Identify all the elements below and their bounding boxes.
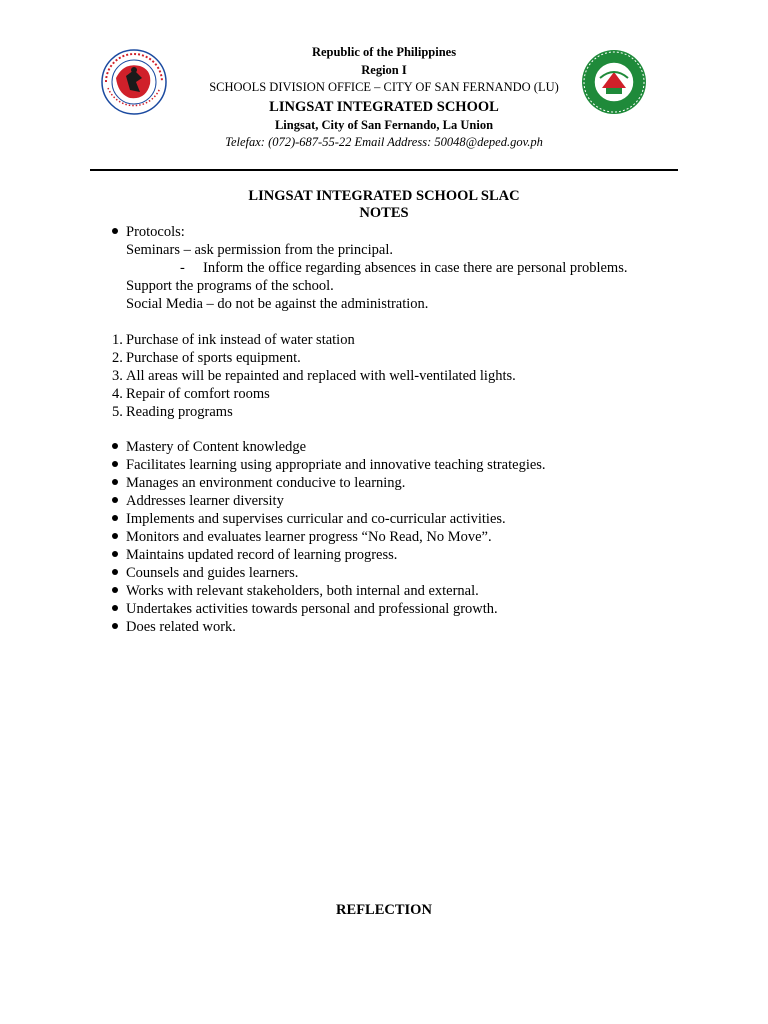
item-text: Maintains updated record of learning progress. xyxy=(126,547,398,563)
item-text: Facilitates learning using appropriate and innovative teaching strategies. xyxy=(126,457,546,473)
region-line: Region I xyxy=(361,62,407,77)
list-item xyxy=(0,241,768,259)
header-divider xyxy=(90,169,678,171)
school-address: Lingsat, City of San Fernando, La Union xyxy=(274,117,494,132)
item-number: 4. xyxy=(112,386,123,402)
list-item xyxy=(0,492,768,510)
list-item xyxy=(0,618,768,636)
bullet-icon xyxy=(112,479,120,487)
item-text: Monitors and evaluates learner progress “No Read, No Move”. xyxy=(126,529,492,545)
item-text: Purchase of sports equipment. xyxy=(126,350,301,366)
bullet-icon xyxy=(112,497,120,505)
item-text: Works with relevant stakeholders, both internal and external. xyxy=(126,583,479,599)
list-item xyxy=(0,582,768,600)
item-text: Manages an environment conducive to learning. xyxy=(126,475,406,491)
item-number: 5. xyxy=(112,404,123,420)
dash-marker: - xyxy=(180,260,185,276)
numbered-item xyxy=(0,367,768,385)
item-text: Purchase of ink instead of water station xyxy=(126,332,355,348)
bullet-icon xyxy=(112,443,120,451)
title-line-2: NOTES xyxy=(359,205,409,221)
item-text: Undertakes activities towards personal and professional growth. xyxy=(126,601,498,617)
bullet-icon xyxy=(112,587,120,595)
list-item xyxy=(0,564,768,582)
contact-line: Telefax: (072)-687-55-22 Email Address: 50048@deped.gov.ph xyxy=(225,135,543,149)
item-text: All areas will be repainted and replaced with well-ventilated lights. xyxy=(126,368,516,384)
bullet-icon xyxy=(112,515,120,523)
item-number: 2. xyxy=(112,350,123,366)
list-item xyxy=(0,600,768,618)
bullet-icon xyxy=(112,533,120,541)
protocol-line: Social Media – do not be against the administration. xyxy=(126,296,429,312)
numbered-item xyxy=(0,331,768,349)
protocol-line: Support the programs of the school. xyxy=(126,278,334,294)
protocol-line: Seminars – ask permission from the principal. xyxy=(126,242,393,258)
item-text: Reading programs xyxy=(126,404,233,420)
item-text: Implements and supervises curricular and co-curricular activities. xyxy=(126,511,506,527)
item-text: Does related work. xyxy=(126,619,236,635)
item-text: Repair of comfort rooms xyxy=(126,386,270,402)
list-item xyxy=(0,456,768,474)
numbered-item xyxy=(0,349,768,367)
bullet-icon xyxy=(112,605,120,613)
list-item xyxy=(0,510,768,528)
item-text: Addresses learner diversity xyxy=(126,493,284,509)
list-item xyxy=(0,438,768,456)
protocols-heading: Protocols: xyxy=(126,224,185,240)
item-text: Mastery of Content knowledge xyxy=(126,439,307,455)
bullet-icon xyxy=(112,623,120,631)
document-title xyxy=(0,188,768,222)
numbered-item xyxy=(0,403,768,421)
item-number: 1. xyxy=(112,332,123,348)
list-item xyxy=(0,474,768,492)
division-office-line: SCHOOLS DIVISION OFFICE – CITY OF SAN FERNANDO (LU) xyxy=(209,80,559,94)
lingsat-school-seal-icon xyxy=(580,48,648,116)
reflection-heading: REFLECTION xyxy=(336,902,432,918)
letterhead-text xyxy=(170,44,598,152)
bullet-icon xyxy=(112,228,120,236)
list-item xyxy=(0,295,768,313)
numbered-item xyxy=(0,385,768,403)
bullet-icon xyxy=(112,461,120,469)
title-line-1: LINGSAT INTEGRATED SCHOOL SLAC xyxy=(248,188,520,204)
list-item xyxy=(0,546,768,564)
letterhead xyxy=(0,0,768,170)
bullet-icon xyxy=(112,569,120,577)
list-item xyxy=(0,259,768,277)
item-number: 3. xyxy=(112,368,123,384)
list-item xyxy=(0,277,768,295)
republic-line: Republic of the Philippines xyxy=(311,45,457,59)
protocol-line: Inform the office regarding absences in case there are personal problems. xyxy=(203,260,628,276)
city-schools-division-seal-icon xyxy=(100,48,168,116)
school-name: LINGSAT INTEGRATED SCHOOL xyxy=(269,98,499,115)
item-text: Counsels and guides learners. xyxy=(126,565,299,581)
bullet-icon xyxy=(112,551,120,559)
list-item xyxy=(0,528,768,546)
list-item xyxy=(0,223,768,241)
